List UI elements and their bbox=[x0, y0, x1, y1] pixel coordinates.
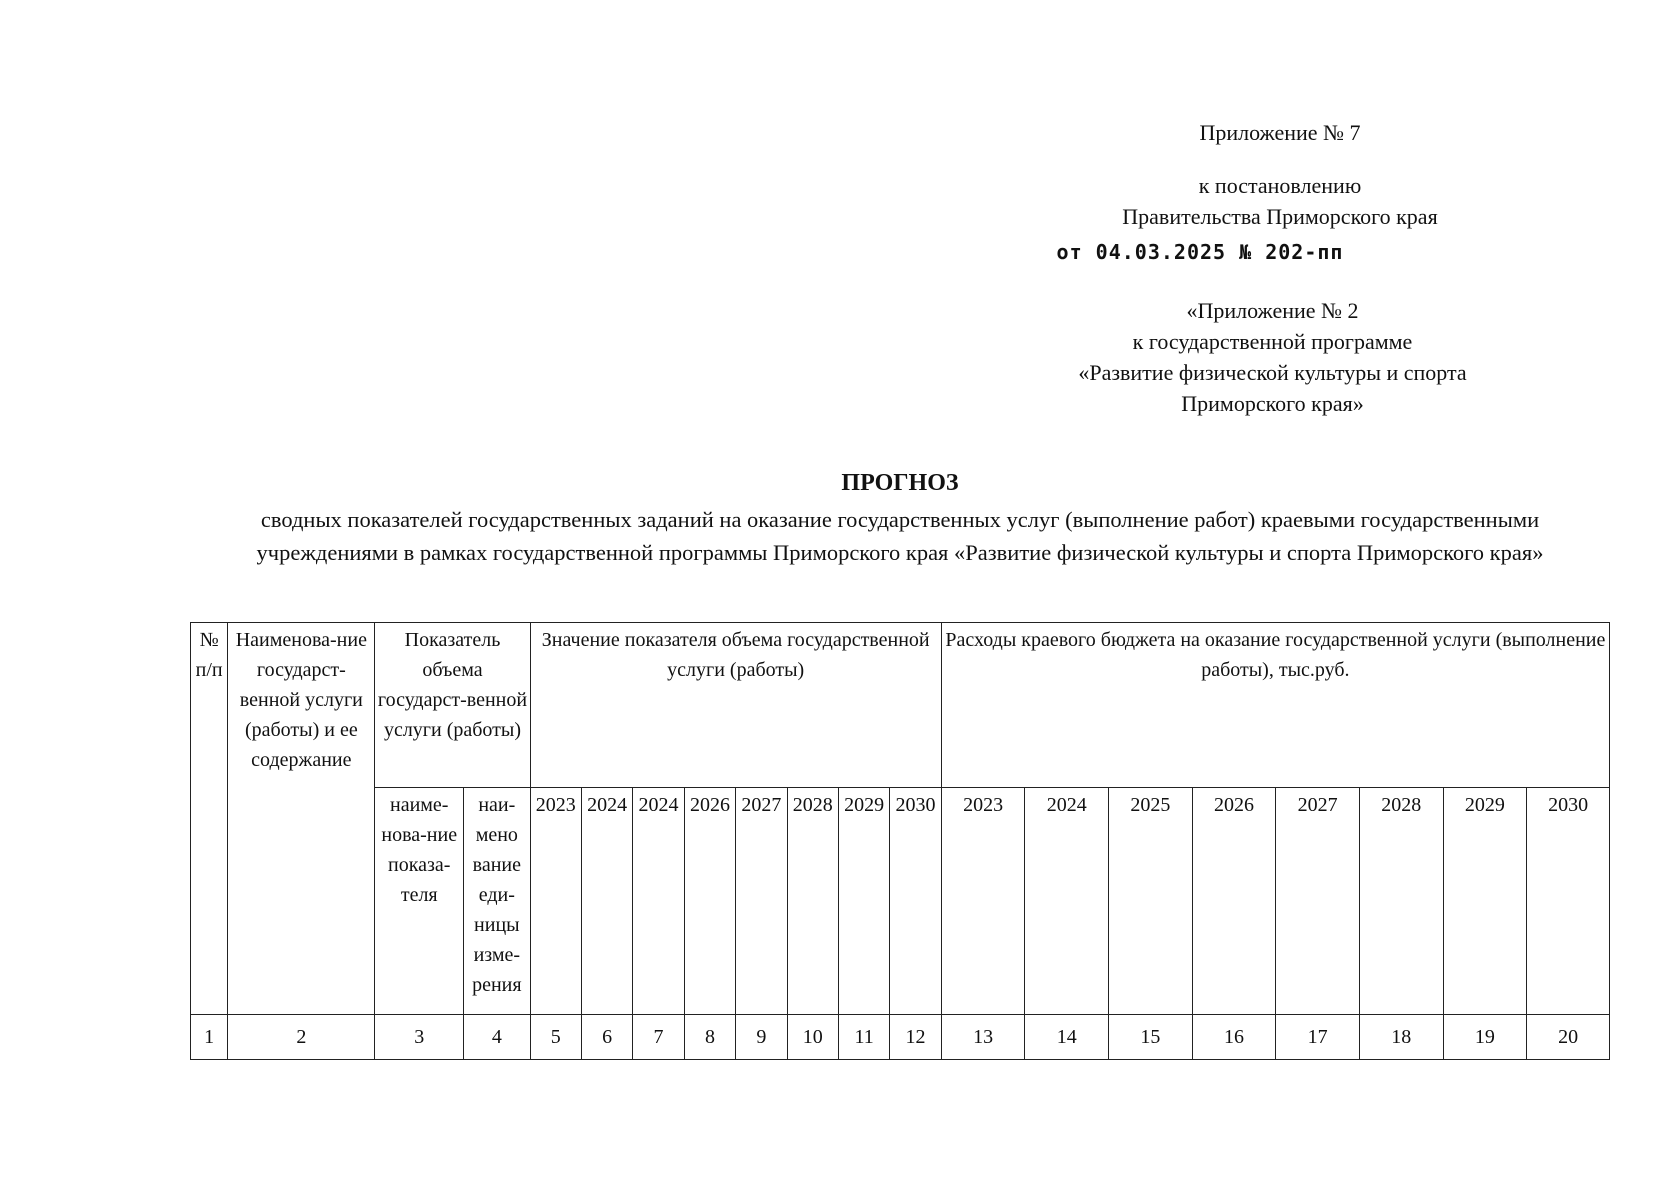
table-header-row bbox=[191, 623, 1610, 788]
table-subheader-row bbox=[191, 788, 1610, 1015]
expense-year: 2026 bbox=[1192, 788, 1276, 1015]
column-number: 20 bbox=[1527, 1015, 1610, 1060]
column-number: 17 bbox=[1276, 1015, 1360, 1060]
column-number: 7 bbox=[633, 1015, 684, 1060]
forecast-table bbox=[190, 622, 1610, 1060]
column-number: 5 bbox=[530, 1015, 581, 1060]
column-number: 11 bbox=[838, 1015, 889, 1060]
value-year: 2027 bbox=[736, 788, 787, 1015]
header-value-group: Значение показателя объема государственной услуги (работы) bbox=[530, 623, 941, 788]
column-number: 9 bbox=[736, 1015, 787, 1060]
value-year: 2028 bbox=[787, 788, 838, 1015]
expense-year: 2023 bbox=[941, 788, 1025, 1015]
document-title: ПРОГНОЗ bbox=[841, 470, 959, 496]
column-number: 8 bbox=[684, 1015, 735, 1060]
column-number: 13 bbox=[941, 1015, 1025, 1060]
column-number: 18 bbox=[1359, 1015, 1443, 1060]
program-to: к государственной программе bbox=[1132, 329, 1413, 354]
decree-reference: к постановлению bbox=[1198, 173, 1362, 198]
column-number: 12 bbox=[890, 1015, 941, 1060]
program-region: Приморского края» bbox=[1181, 391, 1364, 416]
column-number: 10 bbox=[787, 1015, 838, 1060]
expense-year: 2025 bbox=[1109, 788, 1193, 1015]
expense-year: 2030 bbox=[1527, 788, 1610, 1015]
column-number: 1 bbox=[191, 1015, 228, 1060]
column-number: 14 bbox=[1025, 1015, 1109, 1060]
value-year: 2029 bbox=[838, 788, 889, 1015]
column-number: 2 bbox=[228, 1015, 375, 1060]
column-number: 16 bbox=[1192, 1015, 1276, 1060]
value-year: 2023 bbox=[530, 788, 581, 1015]
column-number: 3 bbox=[375, 1015, 464, 1060]
expense-year: 2024 bbox=[1025, 788, 1109, 1015]
decree-date-stamp: от 04.03.2025 № 202-пп bbox=[1056, 240, 1344, 264]
value-year: 2024 bbox=[581, 788, 632, 1015]
header-indicator-name: наиме-нова-ние показа-теля bbox=[375, 788, 464, 1015]
decree-issuer: Правительства Приморского края bbox=[1122, 204, 1438, 229]
value-year: 2030 bbox=[890, 788, 941, 1015]
expense-year: 2029 bbox=[1443, 788, 1527, 1015]
expense-year: 2028 bbox=[1359, 788, 1443, 1015]
header-service-name: Наименова-ние государст-венной услуги (работы) и ее содержание bbox=[228, 623, 375, 1015]
expense-year: 2027 bbox=[1276, 788, 1360, 1015]
column-numbering-row bbox=[191, 1015, 1610, 1060]
program-reference bbox=[985, 295, 1560, 419]
document-subtitle: сводных показателей государственных заданий на оказание государственных услуг (выполнение работ) краевыми государственными учреждениями в рамках государственной программы Приморского края «Развитие физической культуры и спорта Приморского края» bbox=[256, 507, 1544, 565]
value-year: 2024 bbox=[633, 788, 684, 1015]
header-indicator-unit: наи-мено вание еди-ницы изме-рения bbox=[464, 788, 531, 1015]
column-number: 4 bbox=[464, 1015, 531, 1060]
header-number: № п/п bbox=[191, 623, 228, 1015]
program-name: «Развитие физической культуры и спорта bbox=[1078, 360, 1467, 385]
column-number: 6 bbox=[581, 1015, 632, 1060]
header-indicator-group: Показатель объема государст-венной услуги (работы) bbox=[375, 623, 530, 788]
program-appendix: «Приложение № 2 bbox=[1186, 298, 1359, 323]
column-number: 19 bbox=[1443, 1015, 1527, 1060]
appendix-number: Приложение № 7 bbox=[1199, 120, 1361, 145]
column-number: 15 bbox=[1109, 1015, 1193, 1060]
header-expense-group: Расходы краевого бюджета на оказание государственной услуги (выполнение работы), тыс.руб. bbox=[941, 623, 1609, 788]
value-year: 2026 bbox=[684, 788, 735, 1015]
